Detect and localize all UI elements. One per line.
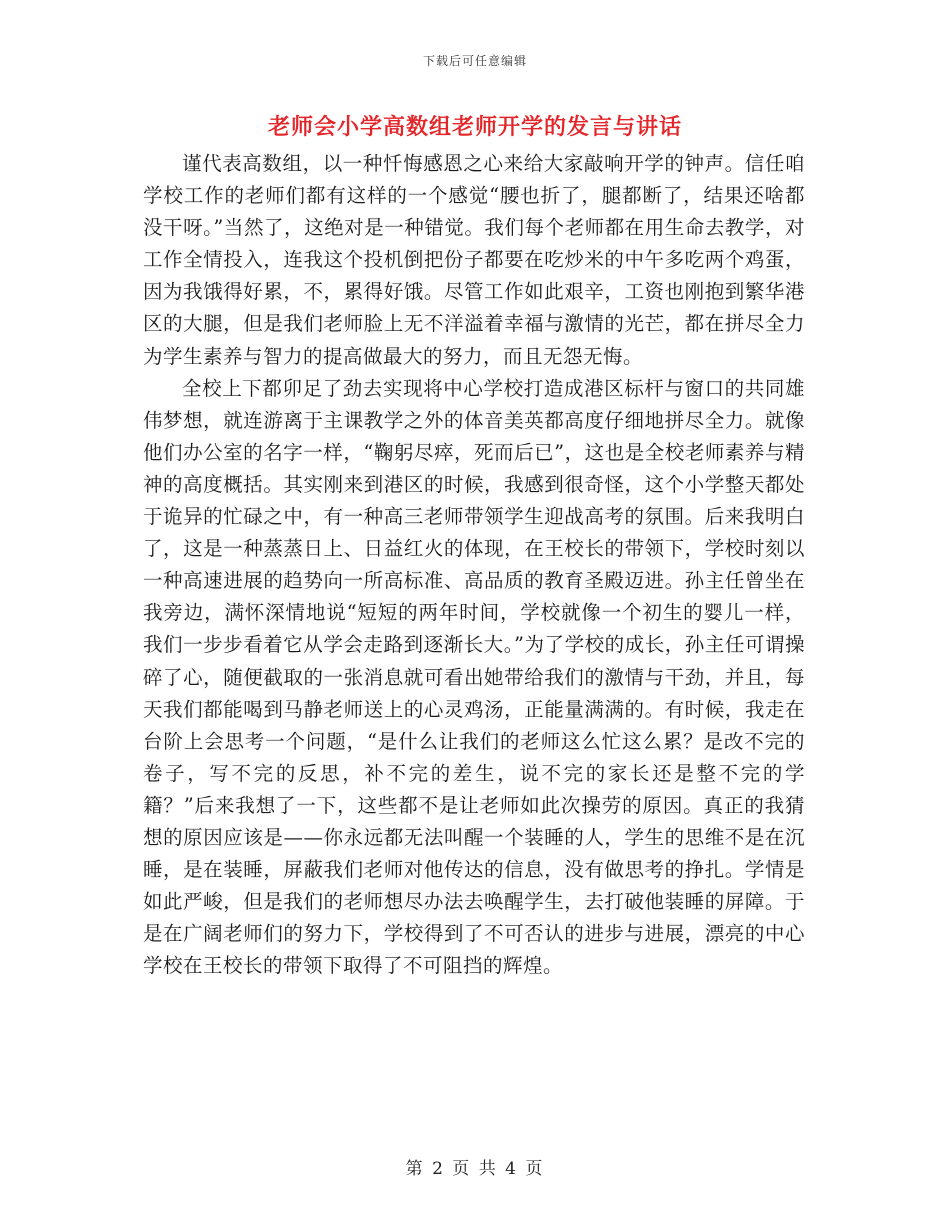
document-title: 老师会小学高数组老师开学的发言与讲话 [267,115,682,140]
page-header-note: 下载后可任意编辑 [422,54,527,68]
paragraph-2: 全校上下都卯足了劲去实现将中心学校打造成港区标杆与窗口的共同雄伟梦想，就连游离于主课教学之外的体音美英都高度仔细地拼尽全力。就像他们办公室的名字一样，“鞠躬尽瘁，死而后已”，这也是全校老师素养与精神的高度概括。其实刚来到港区的时候，我感到很奇怪，这个小学整天都处于诡异的忙碌之中，有一种高三老师带领学生迎战高考的氛围。后来我明白了，这是一种蒸蒸日上、日益红火的体现，在王校长的带领下，学校时刻以一种高速进展的趋势向一所高标准、高品质的教育圣殿迈进。孙主任曾坐在我旁边，满怀深情地说“短短的两年时间，学校就像一个初生的婴儿一样，我们一步步看着它从学会走路到逐渐长大。”为了学校的成长，孙主任可谓操碎了心，随便截取的一张消息就可看出她带给我们的激情与干劲，并且，每天我们都能喝到马静老师送上的心灵鸡汤，正能量满满的。有时候，我走在台阶上会思考一个问题，“是什么让我们的老师这么忙这么累？是改不完的卷子，写不完的反思，补不完的差生，说不完的家长还是整不完的学籍？”后来我想了一下，这些都不是让老师如此次操劳的原因。真正的我猜想的原因应该是——你永远都无法叫醒一个装睡的人，学生的思维不是在沉睡，是在装睡，屏蔽我们老师对他传达的信息，没有做思考的挣扎。学情是如此严峻，但是我们的老师想尽办法去唤醒学生，去打破他装睡的屏障。于是在广阔老师们的努力下，学校得到了不可否认的进步与进展，漂亮的中心学校在王校长的带领下取得了不可阻挡的辉煌。 [143,376,805,978]
page-number-footer: 第 2 页 共 4 页 [405,1159,545,1179]
paragraph-1: 谨代表高数组，以一种忏悔感恩之心来给大家敲响开学的钟声。信任咱学校工作的老师们都有这样的一个感觉“腰也折了，腿都断了，结果还啥都没干呀。”当然了，这绝对是一种错觉。我们每个老师都在用生命去教学，对工作全情投入，连我这个投机倒把份子都要在吃炒米的中午多吃两个鸡蛋，因为我饿得好累，不，累得好饿。尽管工作如此艰辛，工资也刚抱到繁华港区的大腿，但是我们老师脸上无不洋溢着幸福与激情的光芒，都在拼尽全力为学生素养与智力的提高做最大的努力，而且无怨无悔。 [143,152,805,368]
document-body [143,148,805,982]
